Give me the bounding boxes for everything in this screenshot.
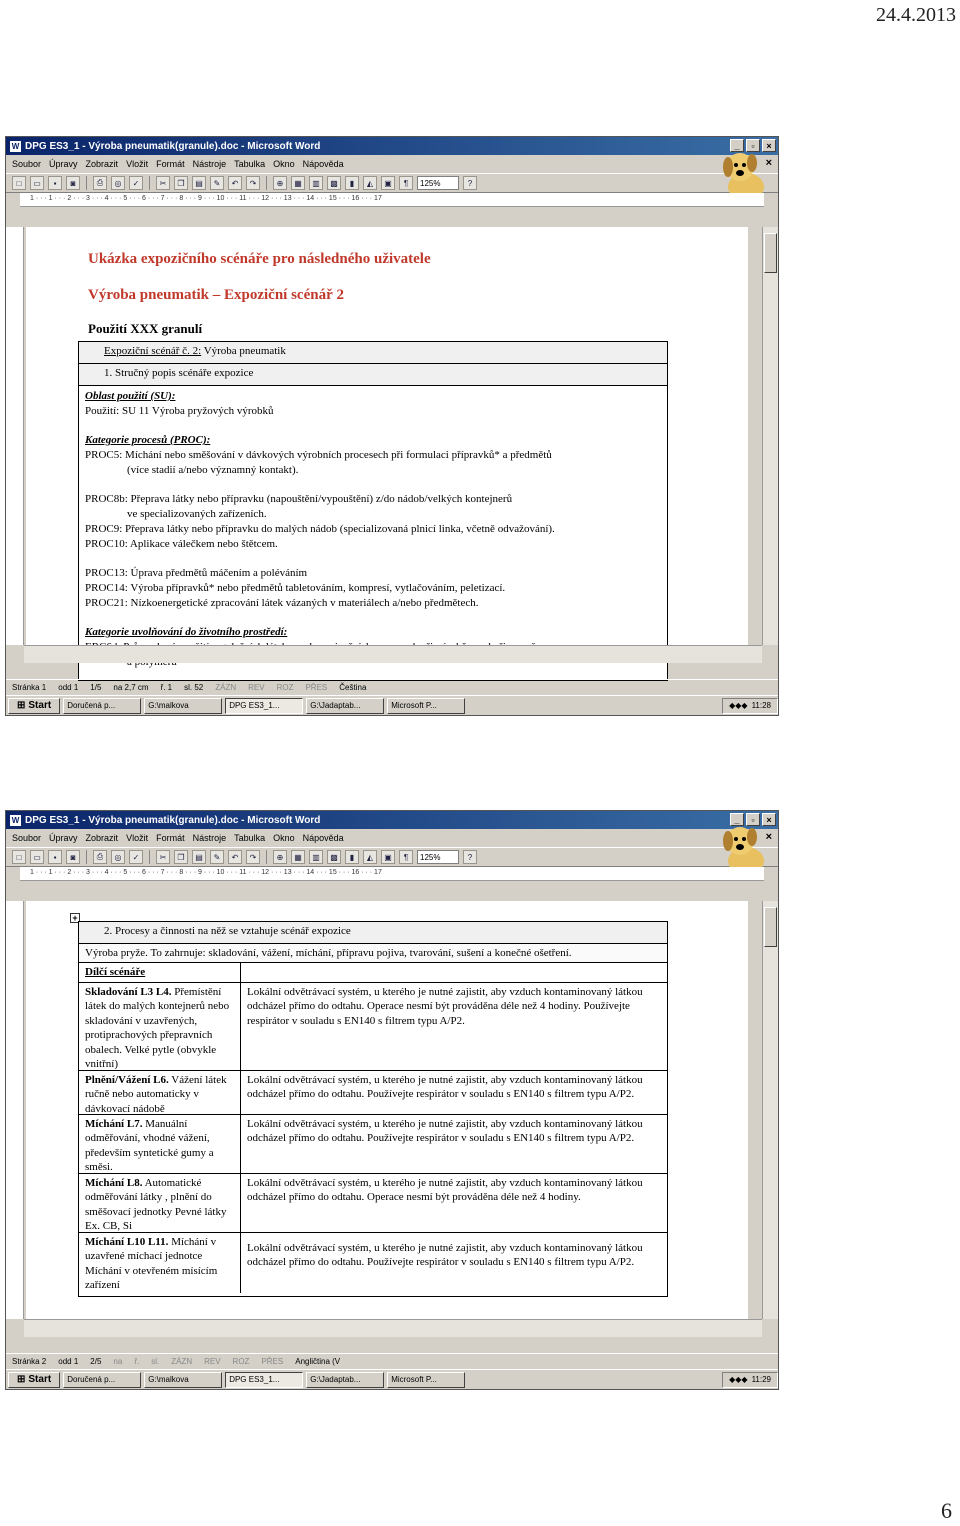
task-word[interactable]: DPG ES3_1... <box>225 698 303 714</box>
document-title: Ukázka expozičního scénáře pro následného uživatele <box>88 251 431 267</box>
print-preview-icon[interactable]: ◎ <box>111 850 125 864</box>
print-icon[interactable]: ⎙ <box>93 176 107 190</box>
status-mode-trk[interactable]: REV <box>204 1357 221 1366</box>
taskbar <box>6 695 778 715</box>
menu-tools[interactable]: Nástroje <box>192 833 227 843</box>
table-header-text: Výroba pneumatik <box>201 345 286 357</box>
menu-help[interactable]: Nápověda <box>302 159 344 169</box>
table-header-label: Expoziční scénář č. 2: <box>104 345 202 357</box>
usage-heading: Použití XXX granulí <box>88 321 203 336</box>
toolbar-separator <box>149 850 150 864</box>
document-area <box>6 901 778 1337</box>
status-at: na 2,7 cm <box>113 683 149 692</box>
toolbar-separator <box>149 176 150 190</box>
maximize-button[interactable]: ▫ <box>746 139 760 152</box>
row-head: Skladování L3 L4. <box>85 985 172 998</box>
proc13: PROC13: Úprava předmětů máčením a poléváním <box>85 567 308 579</box>
word-icon: W <box>11 141 20 151</box>
proc21: PROC21: Nízkoenergetické zpracování látek vázaných v materiálech a/nebo předmětech. <box>85 597 479 609</box>
drawing-icon[interactable]: ◭ <box>363 176 377 190</box>
status-bar <box>6 679 778 695</box>
menu-table[interactable]: Tabulka <box>234 833 266 843</box>
title-bar <box>6 137 778 155</box>
row-desc: Automatické odměřování látky , plnění do směšovací jednotky Pevné látky Ex. CB, Si <box>85 1176 227 1232</box>
scroll-thumb[interactable] <box>764 233 777 273</box>
document-area <box>6 227 778 663</box>
status-page: Stránka 1 <box>12 683 47 692</box>
start-button[interactable]: ⊞ Start <box>8 1372 60 1388</box>
status-mode-ext[interactable]: ROZ <box>276 683 294 692</box>
drawing-icon[interactable]: ◭ <box>363 850 377 864</box>
status-section: odd 1 <box>58 683 79 692</box>
page-number: 6 <box>941 1498 952 1523</box>
row-desc: Vážení látek ručně nebo automaticky v dávkovací nádobě <box>85 1073 227 1115</box>
window-title: DPG ES3_1 - Výroba pneumatik(granule).doc - Microsoft Word <box>25 814 321 826</box>
row-head: Míchání L7. <box>85 1117 143 1130</box>
hyperlink-icon[interactable]: ⊕ <box>273 850 287 864</box>
status-line: ř. <box>134 1357 140 1366</box>
menu-insert[interactable]: Vložit <box>126 159 149 169</box>
menu-tools[interactable]: Nástroje <box>192 159 227 169</box>
tray-icons[interactable]: ◆◆◆ <box>729 701 748 710</box>
horizontal-scrollbar[interactable] <box>24 1319 762 1337</box>
menu-window[interactable]: Okno <box>273 159 295 169</box>
paste-icon[interactable]: ▤ <box>192 850 206 864</box>
table-row <box>79 1115 667 1174</box>
document-map-icon[interactable]: ▣ <box>381 850 395 864</box>
section2-heading: 2. Procesy a činnosti na něž se vztahuje scénář expozice <box>79 922 667 944</box>
menu-format[interactable]: Formát <box>156 159 185 169</box>
vertical-ruler[interactable] <box>6 227 24 645</box>
status-language: Čeština <box>339 683 367 692</box>
proc8b-cont: ve specializovaných zařízeních. <box>127 508 267 520</box>
title-bar <box>6 811 778 829</box>
proc5-cont: (více stadií a/nebo významný kontakt). <box>127 464 299 476</box>
proc-label: Kategorie procesů (PROC): <box>85 434 211 446</box>
task-folder-adaptab[interactable]: G:\Jadaptab... <box>306 1372 384 1388</box>
table-row <box>79 1071 667 1115</box>
su-text: Použití: SU 11 Výroba pryžových výrobků <box>85 405 274 417</box>
new-icon[interactable]: □ <box>12 850 26 864</box>
row-measures: Lokální odvětrávací systém, u kterého je nutné zajistit, aby vzduch kontaminovaný látkou odcházel přímo do odtahu. Používejte respirátor v souladu s EN140 s filtrem typu A/P2. <box>247 1073 643 1100</box>
row-head: Míchání L8. <box>85 1176 143 1189</box>
menu-edit[interactable]: Úpravy <box>49 159 78 169</box>
show-hide-icon[interactable]: ¶ <box>399 850 413 864</box>
status-mode-rec[interactable]: ZÁZN <box>171 1357 193 1366</box>
horizontal-ruler[interactable]: 1 · · · 1 · · · 2 · · · 3 · · · 4 · · · 5 · · · 6 · · · 7 · · · 8 · · · 9 · · · 10 · · · 11 · · · 12 · · · 13 · · · 14 · · · 15 · · · 16 · · · 17 <box>20 867 764 881</box>
subscenario-label: Dílčí scénáře <box>79 963 241 982</box>
hyperlink-icon[interactable]: ⊕ <box>273 176 287 190</box>
toolbar-separator <box>86 176 87 190</box>
row-desc: Míchání v uzavřené míchací jednotce Míchání v otevřeném mísícím zařízení <box>85 1235 218 1291</box>
save-icon[interactable]: ▪ <box>48 850 62 864</box>
tables-icon[interactable]: ▦ <box>291 176 305 190</box>
standard-toolbar <box>6 847 778 867</box>
row-desc: Manuální odměřování, vhodné vážení, především syntetické gumy a směsi. <box>85 1117 214 1173</box>
status-col: sl. 52 <box>184 683 204 692</box>
task-powerpoint[interactable]: Microsoft P... <box>387 698 465 714</box>
exposure-scenario-table <box>78 341 668 681</box>
row-measures: Lokální odvětrávací systém, u kterého je nutné zajistit, aby vzduch kontaminovaný látkou odcházel přímo do odtahu. Používejte respirátor v souladu s EN140 s filtrem typu A/P2. <box>247 1117 643 1144</box>
windows-logo-icon: ⊞ <box>17 700 26 711</box>
cut-icon[interactable]: ✂ <box>156 176 170 190</box>
status-line: ř. 1 <box>160 683 173 692</box>
status-mode-ovr[interactable]: PŘES <box>261 1357 284 1366</box>
menu-insert[interactable]: Vložit <box>126 833 149 843</box>
task-word[interactable]: DPG ES3_1... <box>225 1372 303 1388</box>
minimize-button[interactable]: _ <box>730 813 744 826</box>
undo-icon[interactable]: ↶ <box>228 850 242 864</box>
new-icon[interactable]: □ <box>12 176 26 190</box>
row-measures: Lokální odvětrávací systém, u kterého je nutné zajistit, aby vzduch kontaminovaný látkou odcházel přímo do odtahu. Operace nesmí být prováděna déle než 4 hodiny. Používejte respirátor v souladu s EN140 s filtrem typu A/P2. <box>247 985 643 1027</box>
scroll-thumb[interactable] <box>764 907 777 947</box>
document-page[interactable] <box>26 227 748 645</box>
insert-table-icon[interactable]: ▥ <box>309 850 323 864</box>
permission-icon[interactable]: ◙ <box>66 176 80 190</box>
tray-icons[interactable]: ◆◆◆ <box>729 1375 748 1384</box>
insert-table-icon[interactable]: ▥ <box>309 176 323 190</box>
taskbar <box>6 1369 778 1389</box>
menu-format[interactable]: Formát <box>156 833 185 843</box>
tables-icon[interactable]: ▦ <box>291 850 305 864</box>
proc9: PROC9: Přeprava látky nebo přípravku do malých nádob (specializovaná plnicí linka, včetně odvažování). <box>85 523 555 535</box>
row-head: Míchání L10 L11. <box>85 1235 169 1248</box>
toolbar-separator <box>86 850 87 864</box>
row-measures: Lokální odvětrávací systém, u kterého je nutné zajistit, aby vzduch kontaminovaný látkou odcházel přímo do odtahu. Operace nesmí být prováděna déle než 4 hodiny. <box>247 1176 643 1203</box>
document-page[interactable] <box>26 901 748 1319</box>
status-pages: 1/5 <box>90 683 102 692</box>
horizontal-ruler[interactable]: 1 · · · 1 · · · 2 · · · 3 · · · 4 · · · 5 · · · 6 · · · 7 · · · 8 · · · 9 · · · 10 · · · 11 · · · 12 · · · 13 · · · 14 · · · 15 · · · 16 · · · 17 <box>20 193 764 207</box>
menu-view[interactable]: Zobrazit <box>85 159 119 169</box>
status-mode-rec[interactable]: ZÁZN <box>215 683 237 692</box>
columns-icon[interactable]: ▮ <box>345 176 359 190</box>
status-pages: 2/5 <box>90 1357 102 1366</box>
row-head: Plnění/Vážení L6. <box>85 1073 169 1086</box>
status-section: odd 1 <box>58 1357 79 1366</box>
system-tray <box>722 698 778 714</box>
show-hide-icon[interactable]: ¶ <box>399 176 413 190</box>
vertical-scrollbar[interactable] <box>762 901 778 1319</box>
proc10: PROC10: Aplikace válečkem nebo štětcem. <box>85 538 278 550</box>
copy-icon[interactable]: ❐ <box>174 176 188 190</box>
task-folder-malkova[interactable]: G:\malkova <box>144 1372 222 1388</box>
open-icon[interactable]: ▭ <box>30 850 44 864</box>
print-icon[interactable]: ⎙ <box>93 850 107 864</box>
task-outlook[interactable]: Doručená p... <box>63 1372 141 1388</box>
cut-icon[interactable]: ✂ <box>156 850 170 864</box>
zoom-select[interactable]: 125% <box>417 176 459 190</box>
section1-body <box>79 386 667 673</box>
task-folder-adaptab[interactable]: G:\Jadaptab... <box>306 698 384 714</box>
su-label: Oblast použití (SU): <box>85 390 176 402</box>
status-bar <box>6 1353 778 1369</box>
spelling-icon[interactable]: ✓ <box>129 176 143 190</box>
clock: 11:28 <box>751 701 771 710</box>
status-language: Angličtina (V <box>295 1357 341 1366</box>
table-row <box>79 983 667 1071</box>
window-title: DPG ES3_1 - Výroba pneumatik(granule).doc - Microsoft Word <box>25 140 321 152</box>
status-col: sl. <box>151 1357 160 1366</box>
format-painter-icon[interactable]: ✎ <box>210 850 224 864</box>
paste-icon[interactable]: ▤ <box>192 176 206 190</box>
close-doc-icon[interactable]: × <box>765 831 772 843</box>
task-outlook[interactable]: Doručená p... <box>63 698 141 714</box>
redo-icon[interactable]: ↷ <box>246 850 260 864</box>
zoom-select[interactable]: 125% <box>417 850 459 864</box>
vertical-ruler[interactable] <box>6 901 24 1319</box>
menu-bar <box>6 155 778 173</box>
word-window-2 <box>5 810 779 1390</box>
format-painter-icon[interactable]: ✎ <box>210 176 224 190</box>
menu-table[interactable]: Tabulka <box>234 159 266 169</box>
table-move-handle-icon[interactable]: + <box>70 913 80 923</box>
status-page: Stránka 2 <box>12 1357 47 1366</box>
section2-intro: Výroba pryže. To zahrnuje: skladování, vážení, míchání, přípravu pojiva, tvarování, sušení a konečné ošetření. <box>79 944 667 963</box>
toolbar-separator <box>266 850 267 864</box>
table-row <box>79 1233 667 1293</box>
status-mode-ovr[interactable]: PŘES <box>305 683 328 692</box>
help-icon[interactable]: ? <box>463 176 477 190</box>
maximize-button[interactable]: ▫ <box>746 813 760 826</box>
copy-icon[interactable]: ❐ <box>174 850 188 864</box>
permission-icon[interactable]: ◙ <box>66 850 80 864</box>
proc14: PROC14: Výroba přípravků* nebo předmětů tabletováním, kompresí, vytlačováním, peletizací. <box>85 582 506 594</box>
windows-logo-icon: ⊞ <box>17 1374 26 1385</box>
status-mode-trk[interactable]: REV <box>248 683 265 692</box>
menu-bar <box>6 829 778 847</box>
menu-file[interactable]: Soubor <box>12 833 42 843</box>
vertical-scrollbar[interactable] <box>762 227 778 645</box>
menu-view[interactable]: Zobrazit <box>85 833 119 843</box>
row-measures: Lokální odvětrávací systém, u kterého je nutné zajistit, aby vzduch kontaminovaný látkou odcházel přímo do odtahu. Používejte respirátor v souladu s EN140 s filtrem typu A/P2. <box>247 1241 643 1268</box>
excel-icon[interactable]: ▩ <box>327 176 341 190</box>
close-button[interactable]: × <box>762 139 776 152</box>
close-button[interactable]: × <box>762 813 776 826</box>
horizontal-scrollbar[interactable] <box>24 645 762 663</box>
processes-table <box>78 921 668 1297</box>
save-icon[interactable]: ▪ <box>48 176 62 190</box>
page-date: 24.4.2013 <box>876 4 956 26</box>
menu-edit[interactable]: Úpravy <box>49 833 78 843</box>
table-header <box>79 342 667 364</box>
table-row <box>79 1174 667 1233</box>
menu-file[interactable]: Soubor <box>12 159 42 169</box>
word-icon: W <box>11 815 20 825</box>
excel-icon[interactable]: ▩ <box>327 850 341 864</box>
spelling-icon[interactable]: ✓ <box>129 850 143 864</box>
open-icon[interactable]: ▭ <box>30 176 44 190</box>
close-doc-icon[interactable]: × <box>765 157 772 169</box>
toolbar-separator <box>266 176 267 190</box>
erc-label: Kategorie uvolňování do životního prostředí: <box>85 626 288 638</box>
minimize-button[interactable]: _ <box>730 139 744 152</box>
status-at: na <box>113 1357 123 1366</box>
proc5: PROC5: Míchání nebo směšování v dávkových výrobních procesech při formulaci přípravků* a předmětů <box>85 449 552 461</box>
clock: 11:29 <box>751 1375 771 1384</box>
start-button[interactable]: ⊞ Start <box>8 698 60 714</box>
help-icon[interactable]: ? <box>463 850 477 864</box>
task-folder-malkova[interactable]: G:\malkova <box>144 698 222 714</box>
system-tray <box>722 1372 778 1388</box>
menu-window[interactable]: Okno <box>273 833 295 843</box>
task-powerpoint[interactable]: Microsoft P... <box>387 1372 465 1388</box>
redo-icon[interactable]: ↷ <box>246 176 260 190</box>
print-preview-icon[interactable]: ◎ <box>111 176 125 190</box>
columns-icon[interactable]: ▮ <box>345 850 359 864</box>
row-desc: Přemístění látek do malých kontejnerů nebo skladování v uzavřených, protiprachových přepravních obalech. Velké pytle (obvykle vnitřní) <box>85 985 230 1070</box>
menu-help[interactable]: Nápověda <box>302 833 344 843</box>
undo-icon[interactable]: ↶ <box>228 176 242 190</box>
section1-heading: 1. Stručný popis scénáře expozice <box>79 364 667 386</box>
status-mode-ext[interactable]: ROZ <box>232 1357 250 1366</box>
document-subtitle: Výroba pneumatik – Expoziční scénář 2 <box>88 287 344 303</box>
proc8b: PROC8b: Přeprava látky nebo přípravku (napouštění/vypouštění) z/do nádob/velkých kontejnerů <box>85 493 513 505</box>
document-map-icon[interactable]: ▣ <box>381 176 395 190</box>
subscenario-header-row <box>79 963 667 983</box>
standard-toolbar <box>6 173 778 193</box>
word-window-1 <box>5 136 779 716</box>
